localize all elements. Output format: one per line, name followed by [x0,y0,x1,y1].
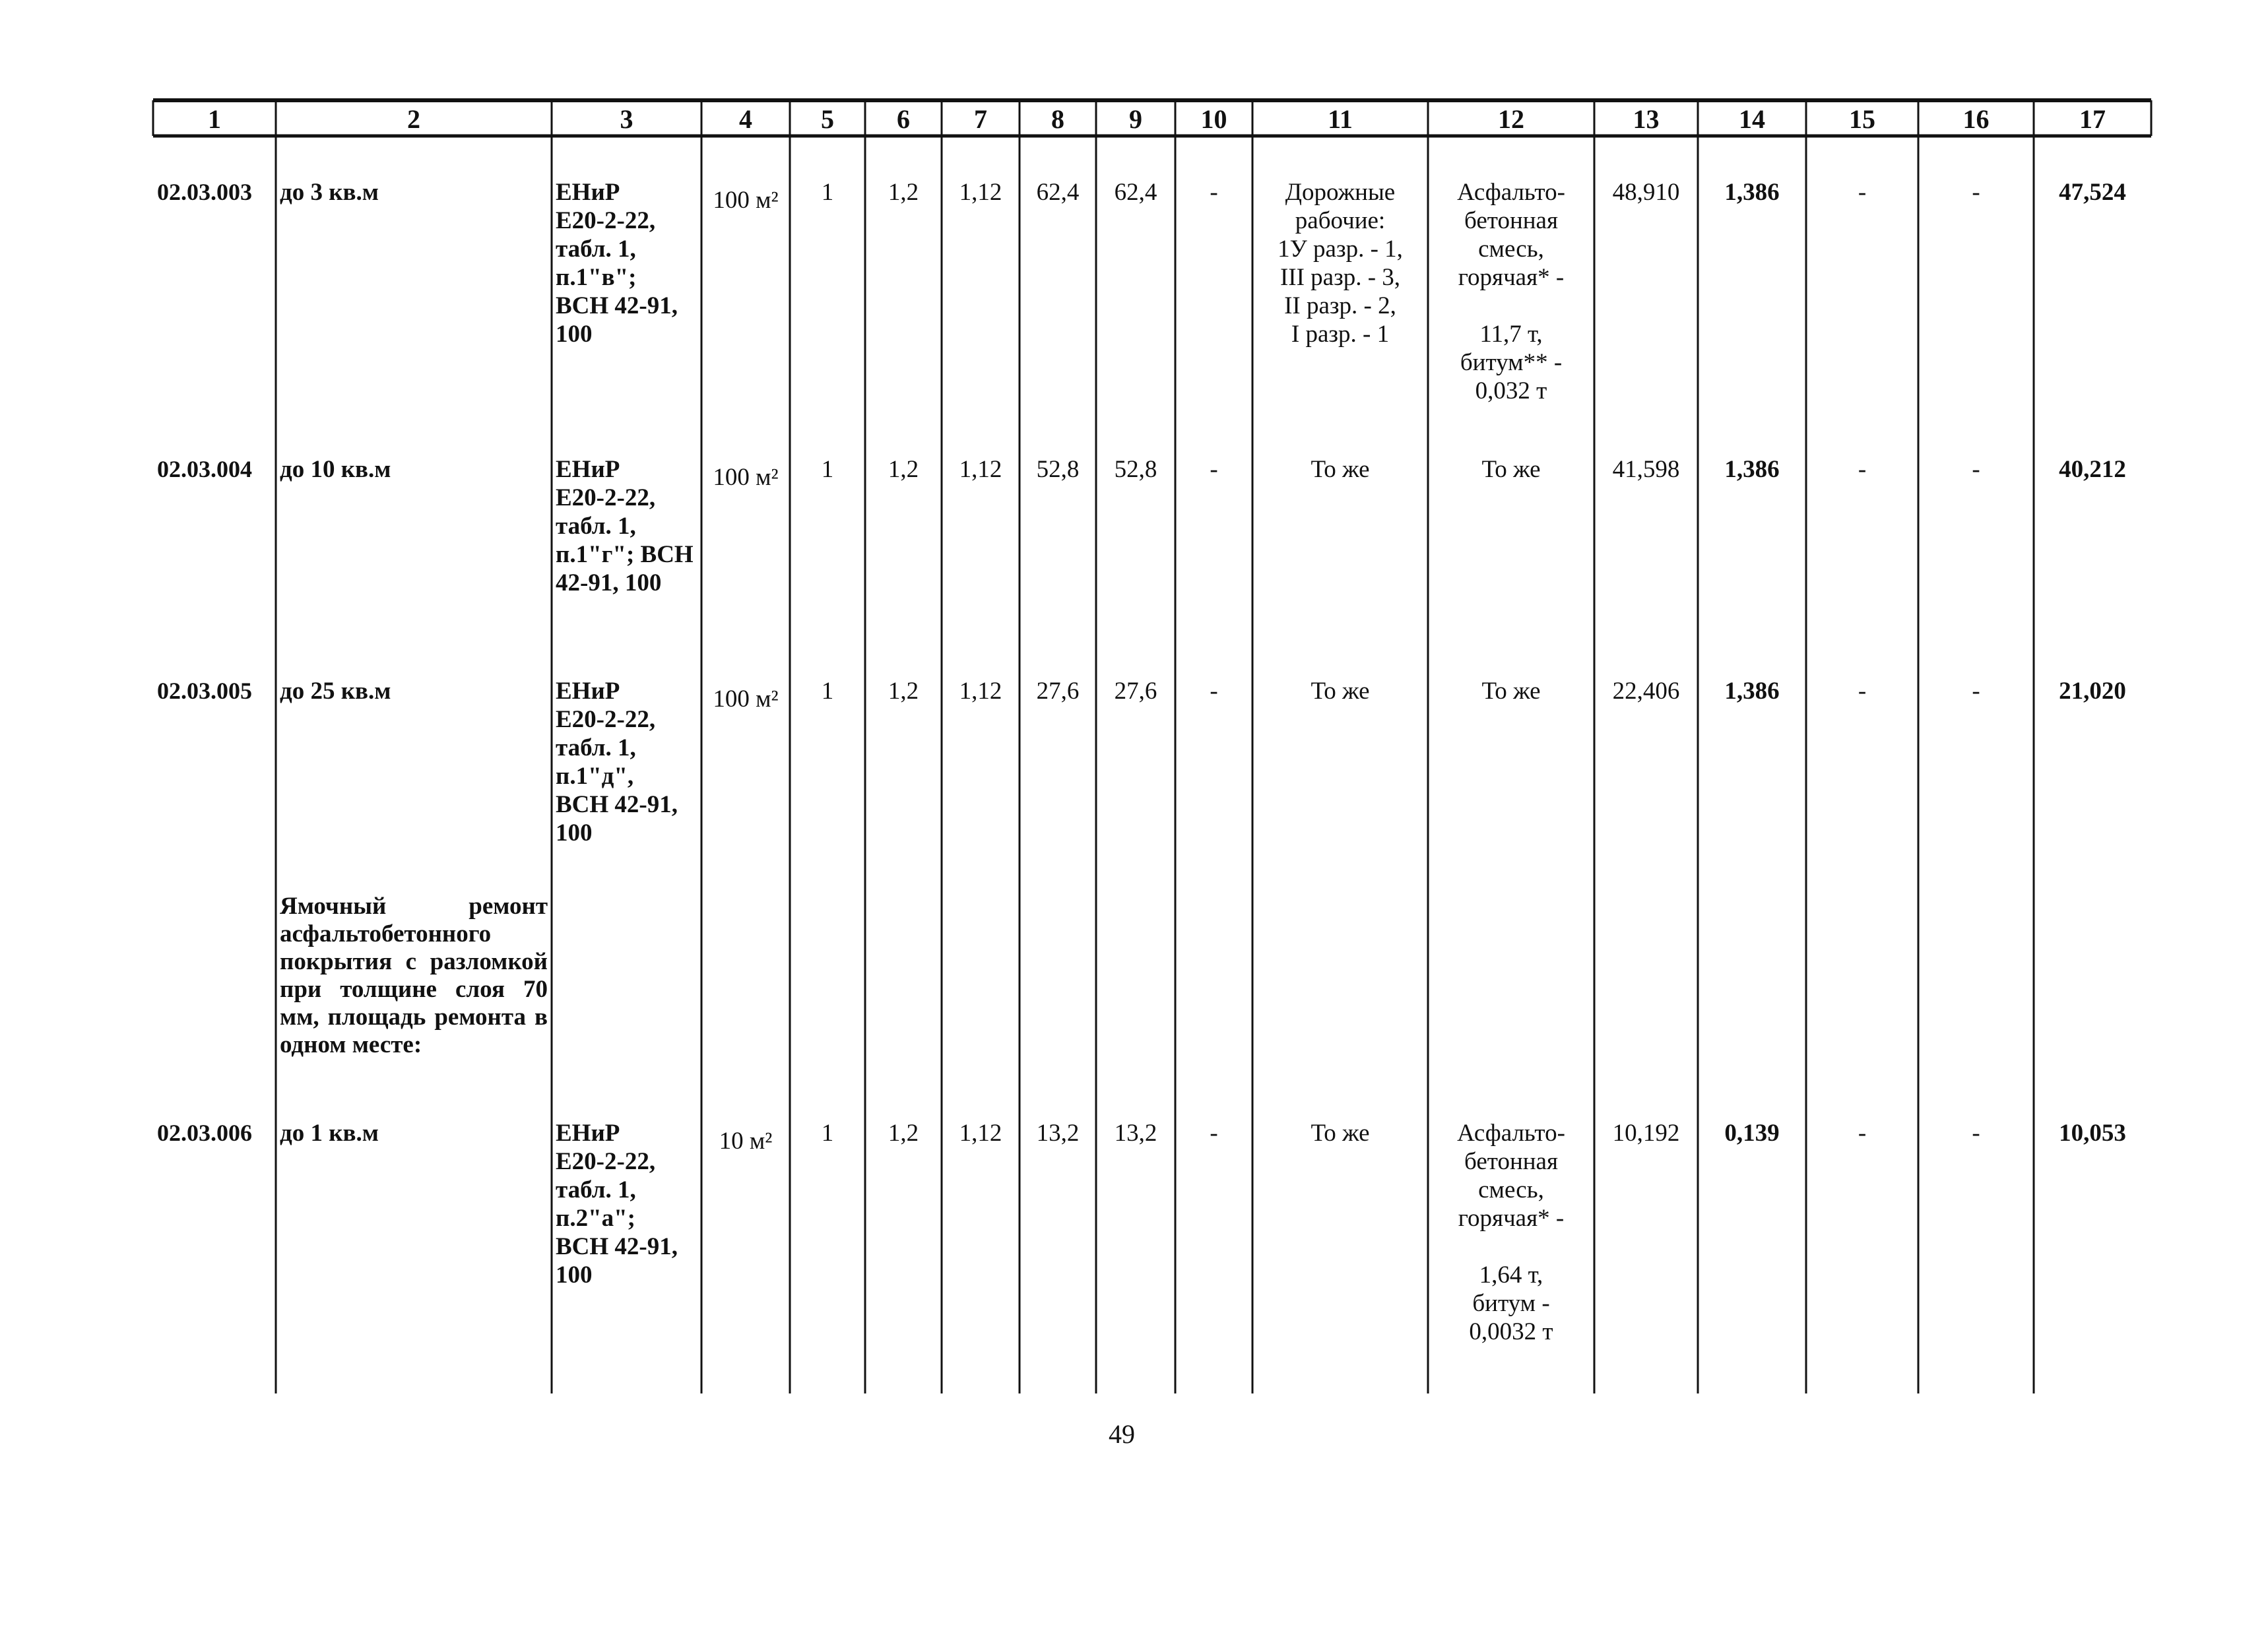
row-norm-reference: ЕНиР Е20-2-22, табл. 1, п.2"а"; ВСН 42-91, 100 [556,1120,678,1289]
row-col-16: - [1972,1120,1980,1147]
row-workers: То же [1311,1120,1370,1147]
header-col-8: 8 [1051,104,1064,134]
row-code: 02.03.004 [157,456,252,482]
row-col-16: - [1972,678,1980,705]
header-col-17: 17 [2079,104,2106,134]
row-col-14: 1,386 [1724,179,1780,206]
row-col-17: 21,020 [2059,678,2126,705]
row-materials: Асфальто- бетонная смесь, горячая* - 1,64 т, битум - 0,0032 т [1457,1120,1565,1345]
row-col-15: - [1858,678,1867,705]
row-col-6: 1,2 [888,1120,919,1147]
header-col-7: 7 [974,104,987,134]
row-col-7: 1,12 [959,456,1002,483]
row-workers: То же [1311,456,1370,483]
row-col-9: 62,4 [1114,179,1157,206]
row-col-8: 13,2 [1036,1120,1080,1147]
row-col-8: 52,8 [1036,456,1080,483]
row-col-7: 1,12 [959,1120,1002,1147]
row-col-13: 10,192 [1612,1120,1680,1147]
row-col-17: 47,524 [2059,179,2126,206]
row-col-13: 22,406 [1612,678,1680,705]
row-norm-reference: ЕНиР Е20-2-22, табл. 1, п.1"г"; ВСН 42-91, 100 [556,456,694,596]
row-col-10: - [1210,179,1218,206]
row-col-8: 62,4 [1036,179,1080,206]
row-col-5: 1 [821,1120,834,1147]
row-code: 02.03.006 [157,1120,252,1146]
header-col-2: 2 [407,104,420,134]
header-col-11: 11 [1328,104,1353,134]
row-col-17: 40,212 [2059,456,2126,483]
row-col-6: 1,2 [888,456,919,483]
row-col-9: 13,2 [1114,1120,1157,1147]
row-col-6: 1,2 [888,179,919,206]
page-number: 49 [1109,1419,1135,1449]
row-unit: 100 м² [713,686,779,713]
row-col-7: 1,12 [959,179,1002,206]
row-col-14: 1,386 [1724,456,1780,483]
row-col-6: 1,2 [888,678,919,705]
row-name: до 10 кв.м [280,456,391,483]
row-norm-reference: ЕНиР Е20-2-22, табл. 1, п.1"в"; ВСН 42-91, 100 [556,179,678,348]
row-col-14: 1,386 [1724,678,1780,705]
row-col-7: 1,12 [959,678,1002,705]
row-col-13: 48,910 [1612,179,1680,206]
row-unit: 10 м² [719,1128,773,1155]
row-col-15: - [1858,1120,1867,1147]
section-heading: Ямочный ремонт асфальтобетонного покрытия с разломкой при толщине слоя 70 мм, площадь ремонта в одном месте: [280,893,548,1058]
row-col-9: 27,6 [1114,678,1157,705]
row-col-10: - [1210,678,1218,705]
row-name: до 25 кв.м [280,678,391,705]
header-col-13: 13 [1633,104,1660,134]
header-col-15: 15 [1849,104,1875,134]
row-col-13: 41,598 [1612,456,1680,483]
row-name: до 1 кв.м [280,1120,379,1147]
row-name: до 3 кв.м [280,179,379,206]
header-col-12: 12 [1498,104,1524,134]
row-norm-reference: ЕНиР Е20-2-22, табл. 1, п.1"д", ВСН 42-91, 100 [556,678,678,847]
header-col-3: 3 [620,104,633,134]
row-col-16: - [1972,179,1980,206]
row-code: 02.03.005 [157,678,252,704]
header-col-16: 16 [1962,104,1990,134]
row-unit: 100 м² [713,464,779,491]
header-col-6: 6 [897,104,910,134]
row-col-17: 10,053 [2059,1120,2126,1147]
header-col-1: 1 [208,104,221,134]
row-workers: Дорожные рабочие: 1У разр. - 1, III разр. - 3, II разр. - 2, I разр. - 1 [1278,179,1403,348]
row-materials: То же [1481,456,1541,483]
row-col-15: - [1858,179,1867,206]
row-col-5: 1 [821,678,834,705]
row-unit: 100 м² [713,187,779,214]
row-workers: То же [1311,678,1370,705]
row-col-14: 0,139 [1724,1120,1780,1147]
row-materials: То же [1481,678,1541,705]
row-materials: Асфальто- бетонная смесь, горячая* - 11,7 т, битум** - 0,032 т [1457,179,1565,404]
row-col-10: - [1210,456,1218,483]
header-col-4: 4 [739,104,752,134]
header-col-9: 9 [1129,104,1142,134]
row-col-5: 1 [821,456,834,483]
row-col-16: - [1972,456,1980,483]
row-code: 02.03.003 [157,179,252,205]
row-col-10: - [1210,1120,1218,1147]
row-col-15: - [1858,456,1867,483]
row-col-8: 27,6 [1036,678,1080,705]
header-col-10: 10 [1200,104,1227,134]
row-col-9: 52,8 [1114,456,1157,483]
header-col-14: 14 [1739,104,1765,134]
header-col-5: 5 [821,104,834,134]
row-col-5: 1 [821,179,834,206]
